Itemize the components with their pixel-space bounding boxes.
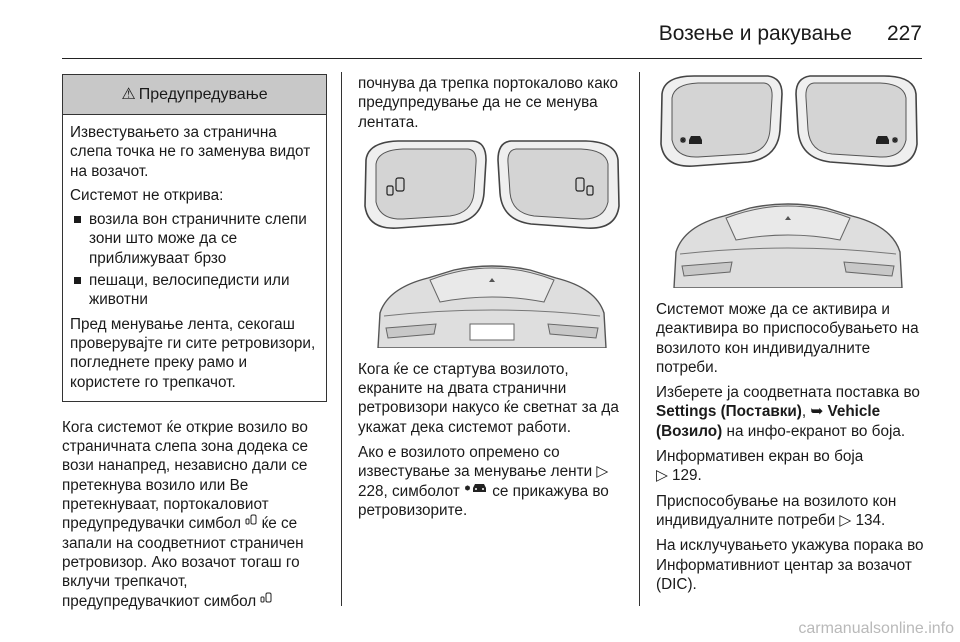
- warning-paragraph: Известувањето за странична слепа точка не го заменува видот на возачот.: [70, 124, 311, 180]
- menu-item-vehicle[interactable]: Vehicle (Возило): [656, 403, 881, 440]
- column-divider: [341, 72, 342, 606]
- warning-triangle-icon: ⚠: [121, 85, 136, 103]
- page-reference-arrow-icon: ▷: [596, 463, 609, 481]
- body-text: Ако е возилото опремено со известување за менување ленти: [358, 444, 593, 481]
- body-paragraph: [62, 418, 327, 611]
- body-paragraph: [358, 443, 626, 520]
- warning-paragraph: Системот не открива:: [70, 186, 224, 204]
- list-item: возила вон страничните слепи зони што може да се приближуваат брзо: [70, 210, 320, 268]
- warning-title: Предупредување: [138, 85, 268, 103]
- body-paragraph: [656, 492, 926, 531]
- mirrors-illustration: [358, 138, 626, 348]
- watermark: carmanualsonline.info: [798, 620, 954, 637]
- header-divider: [62, 58, 922, 59]
- body-text: Изберете ја соодветната поставка во: [656, 384, 920, 402]
- lane-change-car-icon: [680, 136, 702, 144]
- page-reference-arrow-icon: ▷: [839, 511, 852, 529]
- warning-body: [63, 115, 326, 401]
- menu-arrow-icon: ➥: [810, 403, 824, 421]
- list-item: пешаци, велосипедисти или животни: [70, 271, 320, 310]
- body-text: Информативен екран во боја: [656, 448, 864, 466]
- column-right: [656, 74, 926, 600]
- body-paragraph: Системот може да се активира и деактивира во приспособувањето на возилото кон индивидуалните потреби.: [656, 301, 919, 376]
- body-paragraph: [656, 447, 926, 486]
- page-number: 227: [886, 22, 922, 45]
- body-text: , симболот: [383, 482, 460, 500]
- body-text: Приспособување на возилото кон индивидуалните потреби: [656, 492, 897, 529]
- page-reference[interactable]: 228: [358, 482, 384, 500]
- body-paragraph: [656, 383, 926, 441]
- body-text: ,: [801, 403, 807, 421]
- lane-change-car-icon: [464, 482, 488, 501]
- page-header: [62, 10, 922, 60]
- mirrors-lane-change-illustration: [656, 74, 922, 288]
- page-header-title: Возење и ракување: [658, 22, 852, 45]
- page-reference[interactable]: 134.: [855, 511, 886, 529]
- body-paragraph: почнува да трепка портокалово како предупредување да не се менува лентата.: [358, 75, 619, 131]
- column-divider: [639, 72, 640, 606]
- menu-item-settings[interactable]: Settings (Поставки): [656, 403, 802, 421]
- body-paragraph: На исклучувањето укажува порака во Информативниот центар за возачот (DIC).: [656, 537, 924, 593]
- column-left: [62, 74, 327, 617]
- column-middle: [358, 74, 626, 526]
- blind-spot-car-icon: [260, 592, 272, 611]
- warning-header: [63, 75, 326, 115]
- body-text: Кога системот ќе открие возило во страничната слепа зона додека се вози нанапред, независно дали се претекнува возило или Ве претекнуваат, портокаловиот предупредувачки симбол: [62, 418, 308, 533]
- warning-box: [62, 74, 327, 402]
- warning-paragraph: Пред менување лента, секогаш проверувајте ги сите ретровизори, погледнете преку рамо и користете го трепкачот.: [70, 315, 316, 391]
- body-paragraph: Кога ќе се стартува возилото, екраните на двата странични ретровизори накусо ќе светнат за да укажат дека системот работи.: [358, 360, 619, 436]
- body-text: ќе се запали на соодветниот страничен ретровизор. Ако возачот тогаш го вклучи трепкачот, предупредувачкиот симбол: [62, 515, 304, 610]
- body-text: се прикажува во ретровизорите.: [358, 482, 609, 519]
- lane-change-car-icon: [876, 136, 898, 144]
- warning-bullet-list: [70, 210, 320, 309]
- body-text: на инфо-екранот во боја.: [726, 422, 906, 440]
- page-reference-arrow-icon: ▷: [656, 467, 668, 485]
- page-reference[interactable]: 129.: [672, 467, 702, 485]
- blind-spot-car-icon: [245, 514, 257, 533]
